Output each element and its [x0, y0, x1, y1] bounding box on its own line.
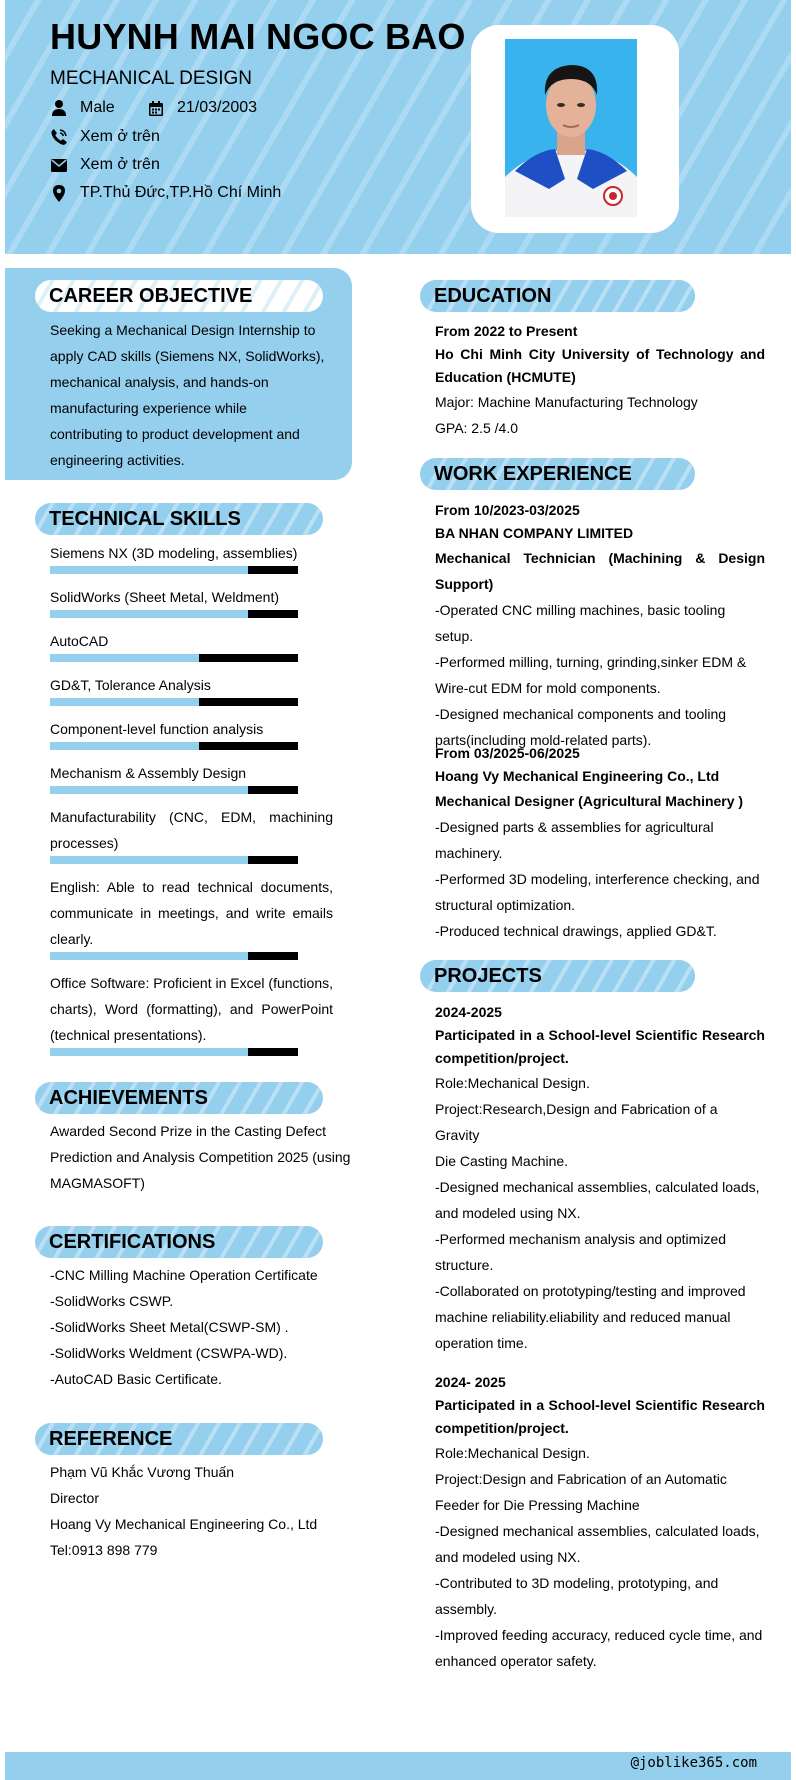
list-item: -SolidWorks Sheet Metal(CSWP-SM) . — [50, 1319, 289, 1335]
list-item: -SolidWorks Weldment (CSWPA-WD). — [50, 1345, 288, 1361]
certifications-heading: CERTIFICATIONS — [35, 1226, 323, 1258]
reference-heading: REFERENCE — [35, 1423, 323, 1455]
education-block: From 2022 to Present Ho Chi Minh City University of Technology and Education (HCMUTE) Major: Machine Manufacturing Technology GPA: 2.5 /4.0 — [435, 323, 765, 436]
achievements-heading: ACHIEVEMENTS — [35, 1082, 323, 1114]
skill-bar — [50, 786, 298, 794]
gender-value: Male — [80, 99, 115, 116]
job-entry: From 03/2025-06/2025 Hoang Vy Mechanical Engineering Co., Ltd Mechanical Designer (Agricultural Machinery ) -Designed parts & assemblies for agricultural machinery. -Performed 3D modeling, interference checking, and structural optimization. -Produced technical drawings, applied GD&T. — [435, 745, 760, 939]
skill-bar-fill — [50, 1048, 248, 1056]
skill-bar-fill — [50, 610, 248, 618]
list-item: -SolidWorks CSWP. — [50, 1293, 174, 1309]
phone-value: Xem ở trên — [80, 128, 160, 145]
location-row — [50, 184, 281, 202]
skill-bar-fill — [50, 566, 248, 574]
skill-bar — [50, 654, 298, 662]
dob-row — [147, 99, 257, 117]
skill-bar-fill — [50, 654, 199, 662]
phone-row — [50, 128, 160, 146]
skill-label: Office Software: Proficient in Excel (functions, charts), Word (formatting), and PowerPoint (technical presentations). — [50, 975, 333, 1043]
dob-value: 21/03/2003 — [177, 99, 258, 116]
calendar-icon — [147, 99, 165, 117]
projects-heading: PROJECTS — [420, 960, 695, 992]
project-entry: 2024-2025 Participated in a School-level Scientific Research competition/project. Role:Mechanical Design. Project:Research,Design and Fabrication of a Gravity Die Casting Machine. -Designed mechanical assemblies, calculated loads, and modeled using NX. -Performed mechanism analysis and optimized structure. -Collaborated on prototyping/testing and improved machine reliability.eliability and reduced manual operation time. — [435, 1004, 765, 1351]
skill-label: Mechanism & Assembly Design — [50, 765, 247, 781]
footer-bar — [5, 1752, 791, 1780]
skill-label: Component-level function analysis — [50, 721, 264, 737]
email-row — [50, 156, 160, 174]
career-objective-text: Seeking a Mechanical Design Internship to apply CAD skills (Siemens NX, SolidWorks), mechanical analysis, and hands-on manufacturing experience while contributing to product development and engineering activities. — [50, 322, 325, 468]
skill-bar-fill — [50, 952, 248, 960]
skill-bar-fill — [50, 698, 199, 706]
skill-bar — [50, 566, 298, 574]
skill-label: GD&T, Tolerance Analysis — [50, 677, 211, 693]
skill-bar — [50, 952, 298, 960]
candidate-role: MECHANICAL DESIGN — [50, 68, 252, 89]
skill-label: SolidWorks (Sheet Metal, Weldment) — [50, 589, 280, 605]
envelope-icon — [50, 156, 68, 174]
gender-row — [50, 99, 115, 117]
skill-bar-fill — [50, 742, 199, 750]
work-experience-heading: WORK EXPERIENCE — [420, 458, 695, 490]
map-pin-icon — [50, 184, 68, 202]
profile-photo — [505, 39, 637, 217]
skill-bar-fill — [50, 786, 248, 794]
certifications-list — [50, 1262, 350, 1392]
skill-bar — [50, 742, 298, 750]
achievements-text: Awarded Second Prize in the Casting Defect Prediction and Analysis Competition 2025 (using MAGMASOFT) — [50, 1123, 351, 1191]
project-entry: 2024- 2025 Participated in a School-level Scientific Research competition/project. Role:Mechanical Design. Project:Design and Fabrication of an Automatic Feeder for Die Pressing Machine -Designed mechanical assemblies, calculated loads, and modeled using NX. -Contributed to 3D modeling, prototyping, and assembly. -Improved feeding accuracy, reduced cycle time, and enhanced operator safety. — [435, 1374, 765, 1669]
career-objective-heading: CAREER OBJECTIVE — [35, 280, 323, 312]
technical-skills-heading: TECHNICAL SKILLS — [35, 503, 323, 535]
skill-label: Siemens NX (3D modeling, assemblies) — [50, 545, 298, 561]
list-item: -CNC Milling Machine Operation Certificate — [50, 1267, 318, 1283]
list-item: -AutoCAD Basic Certificate. — [50, 1371, 222, 1387]
person-icon — [50, 99, 68, 117]
skill-label: AutoCAD — [50, 633, 109, 649]
watermark-text: @joblike365.com — [630, 1755, 757, 1771]
skill-label: English: Able to read technical documents, communicate in meetings, and write emails clearly. — [50, 879, 333, 947]
candidate-name: HUYNH MAI NGOC BAO — [50, 16, 466, 57]
skill-label: Manufacturability (CNC, EDM, machining processes) — [50, 809, 333, 851]
job-entry: From 10/2023-03/2025 BA NHAN COMPANY LIMITED Mechanical Technician (Machining & Design Support) -Operated CNC milling machines, basic tooling setup. -Performed milling, turning, grinding,sinker EDM & Wire-cut EDM for mold components. -Designed mechanical components and tooling parts(including mold-related parts). — [435, 502, 765, 748]
email-value: Xem ở trên — [80, 156, 160, 173]
phone-icon — [50, 128, 68, 146]
photo-frame — [471, 25, 679, 233]
skill-bar-fill — [50, 856, 248, 864]
skill-bar — [50, 1048, 298, 1056]
header-banner — [5, 0, 791, 254]
skill-bar — [50, 698, 298, 706]
education-heading: EDUCATION — [420, 280, 695, 312]
skill-bar — [50, 856, 298, 864]
reference-text: Phạm Vũ Khắc Vương Thuấn Director Hoang Vy Mechanical Engineering Co., Ltd Tel:0913 898 779 — [50, 1464, 318, 1558]
location-value: TP.Thủ Đức,TP.Hồ Chí Minh — [80, 184, 282, 201]
skill-bar — [50, 610, 298, 618]
